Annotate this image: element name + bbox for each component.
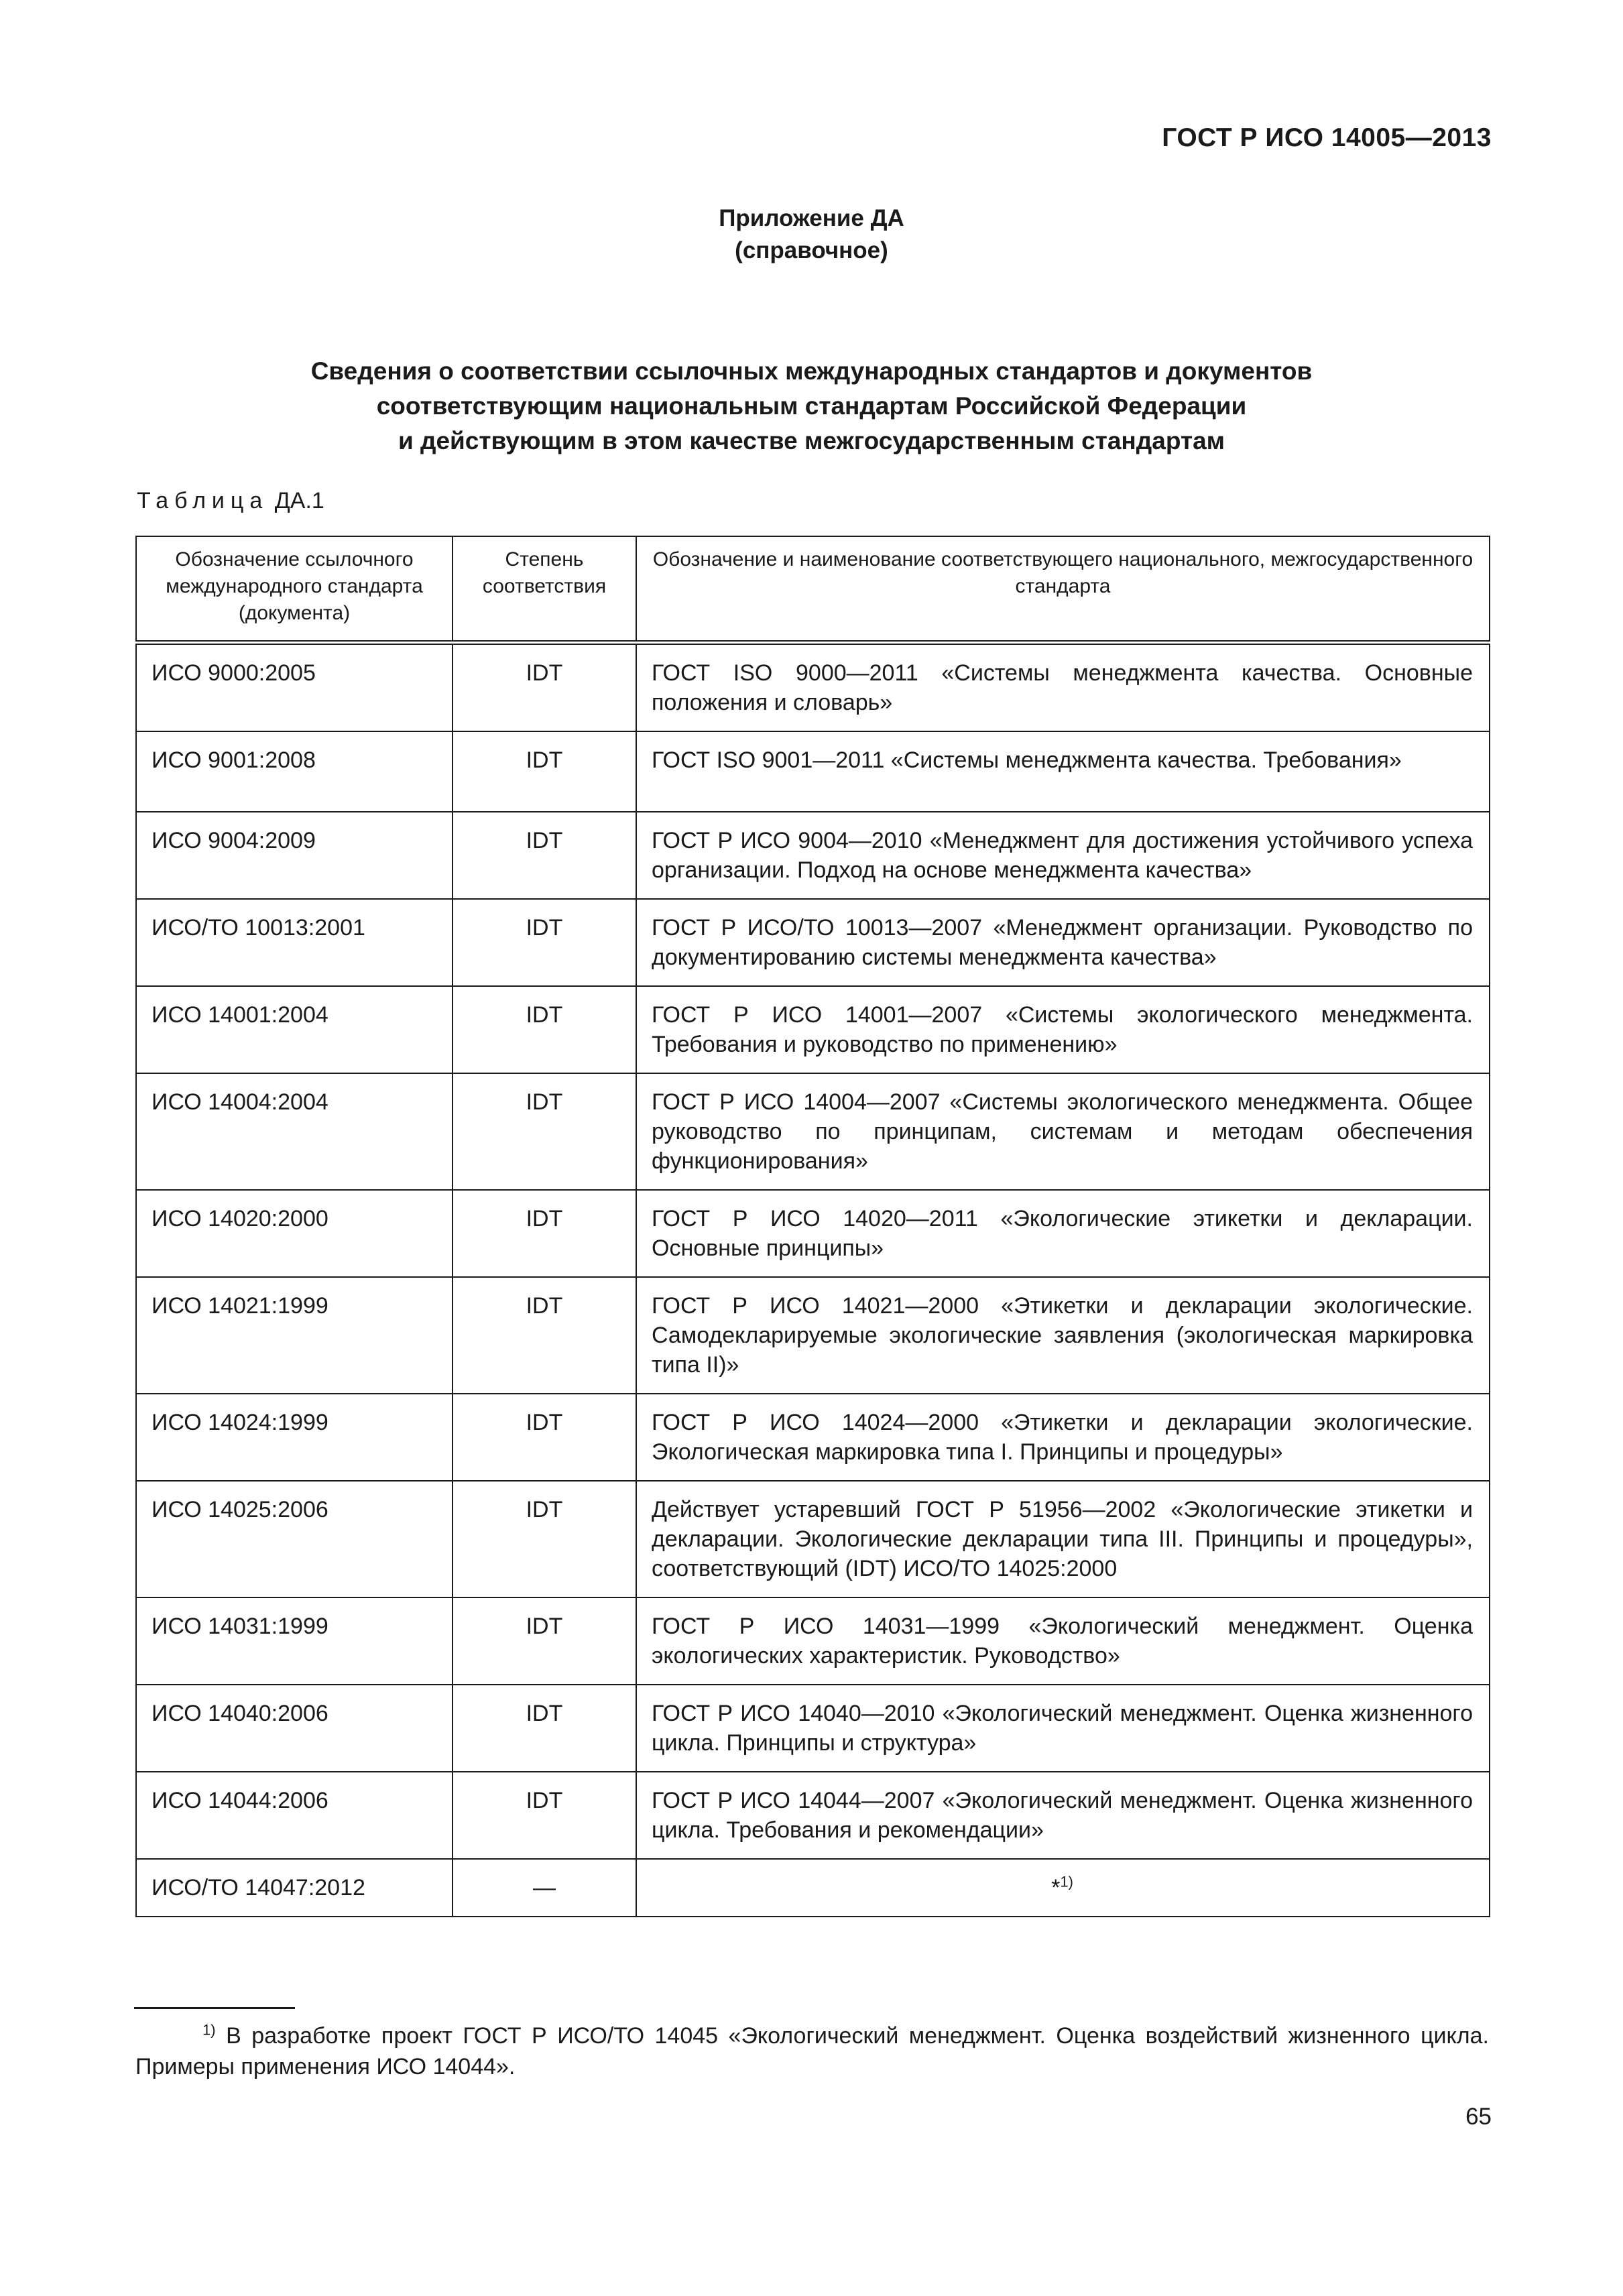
reference-standard-cell: ИСО 14025:2006: [136, 1481, 453, 1597]
reference-standard-cell: ИСО 9001:2008: [136, 731, 453, 812]
national-standard-cell: ГОСТ Р ИСО 14024—2000 «Этикетки и декларации экологические. Экологическая маркировка типа I. Принципы и процедуры»: [636, 1394, 1490, 1481]
reference-standard-cell: ИСО 14031:1999: [136, 1597, 453, 1685]
table-row: [136, 1190, 1490, 1277]
standard-number: ГОСТ Р ИСО 14005—2013: [1162, 123, 1492, 152]
reference-standard-cell: ИСО 14040:2006: [136, 1685, 453, 1772]
table-caption-number: ДА.1: [274, 488, 324, 513]
footnote-divider: [134, 2007, 295, 2009]
annex-title: Приложение ДА: [719, 205, 904, 231]
national-standard-cell: ГОСТ ISO 9001—2011 «Системы менеджмента качества. Требования»: [636, 731, 1490, 812]
national-standard-cell: ГОСТ Р ИСО 14031—1999 «Экологический менеджмент. Оценка экологических характеристик. Руководство»: [636, 1597, 1490, 1685]
degree-cell: IDT: [453, 1772, 636, 1859]
degree-cell: IDT: [453, 1481, 636, 1597]
footnote-text: В разработке проект ГОСТ Р ИСО/ТО 14045 «Экологический менеджмент. Оценка воздействий жизненного цикла. Примеры применения ИСО 14044».: [135, 2023, 1489, 2079]
reference-standard-cell: ИСО 14020:2000: [136, 1190, 453, 1277]
degree-cell: IDT: [453, 731, 636, 812]
document-heading: [0, 354, 1623, 459]
table-row: [136, 1073, 1490, 1190]
table-row: [136, 1394, 1490, 1481]
table-caption-word: Таблица: [137, 488, 269, 513]
reference-standard-cell: ИСО 14024:1999: [136, 1394, 453, 1481]
annex-kind: (справочное): [735, 237, 888, 263]
degree-cell: IDT: [453, 1394, 636, 1481]
degree-cell: IDT: [453, 1277, 636, 1394]
heading-line-2: соответствующим национальным стандартам Российской Федерации: [376, 392, 1247, 420]
national-standard-cell: ГОСТ Р ИСО 14001—2007 «Системы экологического менеджмента. Требования и руководство по применению»: [636, 986, 1490, 1073]
reference-standard-cell: ИСО 14021:1999: [136, 1277, 453, 1394]
degree-cell: IDT: [453, 899, 636, 986]
reference-standard-cell: ИСО 14044:2006: [136, 1772, 453, 1859]
table-row: [136, 643, 1490, 732]
table-row: [136, 1597, 1490, 1685]
column-header-degree: Степень соответствия: [453, 536, 636, 643]
degree-cell: IDT: [453, 1190, 636, 1277]
national-standard-cell: ГОСТ Р ИСО 9004—2010 «Менеджмент для достижения устойчивого успеха организации. Подход на основе менеджмента качества»: [636, 812, 1490, 899]
footnote-reference-mark: 1): [1060, 1873, 1073, 1890]
reference-standard-cell: ИСО 14004:2004: [136, 1073, 453, 1190]
heading-line-1: Сведения о соответствии ссылочных международных стандартов и документов: [310, 357, 1313, 385]
table-body: [136, 643, 1490, 1917]
column-header-reference: Обозначение ссылочного международного стандарта (документа): [136, 536, 453, 643]
national-standard-cell: ГОСТ Р ИСО 14021—2000 «Этикетки и декларации экологические. Самодекларируемые экологические заявления (экологическая маркировка типа II)»: [636, 1277, 1490, 1394]
degree-cell: IDT: [453, 1073, 636, 1190]
table-row: [136, 1685, 1490, 1772]
correspondence-table: [135, 536, 1490, 1917]
degree-cell: IDT: [453, 986, 636, 1073]
national-standard-cell: Действует устаревший ГОСТ Р 51956—2002 «Экологические этикетки и декларации. Экологические декларации типа III. Принципы и процедуры», соответствующий (IDT) ИСО/ТО 14025:2000: [636, 1481, 1490, 1597]
annex-header: [0, 202, 1623, 267]
national-standard-cell: ГОСТ Р ИСО 14004—2007 «Системы экологического менеджмента. Общее руководство по принципам, системам и методам обеспечения функционирования»: [636, 1073, 1490, 1190]
degree-cell: IDT: [453, 812, 636, 899]
table-row: [136, 1277, 1490, 1394]
table-row: [136, 1481, 1490, 1597]
reference-standard-cell: ИСО/ТО 10013:2001: [136, 899, 453, 986]
footnote: [135, 2020, 1489, 2082]
footnote-mark: 1): [202, 2021, 216, 2039]
degree-cell: IDT: [453, 643, 636, 732]
table-row: [136, 899, 1490, 986]
page-number: 65: [1465, 2104, 1492, 2130]
table-row: [136, 731, 1490, 812]
reference-standard-cell: ИСО 9004:2009: [136, 812, 453, 899]
national-standard-cell: ГОСТ Р ИСО/ТО 10013—2007 «Менеджмент организации. Руководство по документированию системы менеджмента качества»: [636, 899, 1490, 986]
degree-cell: —: [453, 1859, 636, 1917]
national-standard-cell: ГОСТ Р ИСО 14020—2011 «Экологические этикетки и декларации. Основные принципы»: [636, 1190, 1490, 1277]
degree-cell: IDT: [453, 1597, 636, 1685]
table-header-row: [136, 536, 1490, 643]
national-standard-cell: ГОСТ Р ИСО 14044—2007 «Экологический менеджмент. Оценка жизненного цикла. Требования и рекомендации»: [636, 1772, 1490, 1859]
reference-standard-cell: ИСО/ТО 14047:2012: [136, 1859, 453, 1917]
reference-standard-cell: ИСО 9000:2005: [136, 643, 453, 732]
table-caption: [137, 488, 324, 514]
national-standard-cell: [636, 1859, 1490, 1917]
table-row: [136, 1772, 1490, 1859]
national-standard-cell: ГОСТ ISO 9000—2011 «Системы менеджмента качества. Основные положения и словарь»: [636, 643, 1490, 732]
correspondence-table-wrapper: [135, 536, 1489, 1917]
table-row: [136, 1859, 1490, 1917]
national-standard-cell: ГОСТ Р ИСО 14040—2010 «Экологический менеджмент. Оценка жизненного цикла. Принципы и структура»: [636, 1685, 1490, 1772]
reference-standard-cell: ИСО 14001:2004: [136, 986, 453, 1073]
column-header-national: Обозначение и наименование соответствующего национального, межгосударственного стандарта: [636, 536, 1490, 643]
heading-line-3: и действующим в этом качестве межгосударственным стандартам: [398, 427, 1225, 455]
national-standard-text: *: [1051, 1875, 1061, 1900]
table-row: [136, 812, 1490, 899]
degree-cell: IDT: [453, 1685, 636, 1772]
table-row: [136, 986, 1490, 1073]
